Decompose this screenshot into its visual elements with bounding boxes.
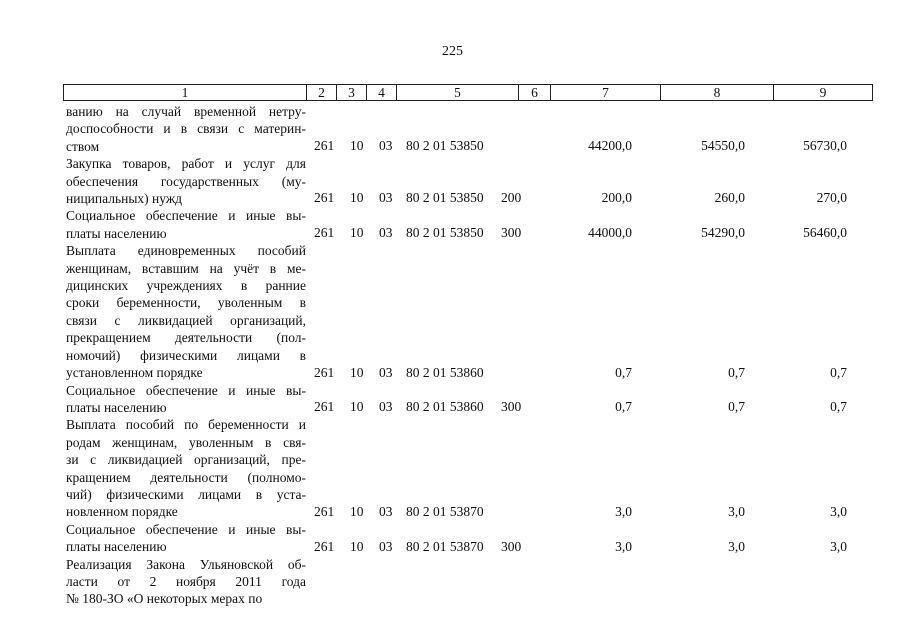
- description-line: Выплата единовременных пособий: [66, 243, 306, 259]
- cell-c5: 80 2 01 53850: [406, 138, 484, 154]
- description-line: родам женщинам, уволенным в свя-: [66, 434, 306, 450]
- cell-c8: 3,0: [728, 538, 745, 554]
- cell-c9: 0,7: [830, 364, 847, 380]
- description-line: новленном порядке: [66, 504, 178, 520]
- description-line: обеспечения государственных (му-: [66, 173, 306, 189]
- cell-c2: 261: [314, 138, 335, 154]
- description-line: платы населению: [66, 539, 167, 555]
- description-line: женщинам, вставшим на учёт в ме-: [66, 260, 306, 276]
- column-header-6: 6: [519, 85, 551, 101]
- description-line: Закупка товаров, работ и услуг для: [66, 156, 306, 172]
- table-row: [0, 416, 905, 520]
- description-line: ванию на случай временной нетру-: [66, 104, 306, 119]
- column-header-1: 1: [64, 85, 307, 101]
- description-line: кращением деятельности (полномо-: [66, 469, 306, 485]
- description-line: платы населению: [66, 225, 167, 241]
- cell-c8: 3,0: [728, 503, 745, 519]
- cell-c7: 3,0: [615, 503, 632, 519]
- cell-c2: 261: [314, 364, 335, 380]
- cell-c4: 03: [379, 399, 393, 415]
- description-line: Реализация Закона Ульяновской об-: [66, 556, 306, 572]
- description-line: номочий) физическими лицами в: [66, 347, 306, 363]
- table-row: [0, 103, 905, 155]
- description-line: прекращением деятельности (пол-: [66, 330, 306, 346]
- column-header-9: 9: [774, 85, 873, 101]
- cell-c5: 80 2 01 53870: [406, 538, 484, 554]
- table-row: [0, 155, 905, 207]
- cell-c8: 0,7: [728, 399, 745, 415]
- budget-rows: [0, 103, 905, 608]
- cell-c5: 80 2 01 53850: [406, 190, 484, 206]
- cell-c6: 200: [501, 190, 522, 206]
- column-header-table: [63, 84, 873, 101]
- cell-c5: 80 2 01 53850: [406, 225, 484, 241]
- description-line: доспособности и в связи с материн-: [66, 121, 306, 137]
- row-description: [66, 242, 306, 381]
- cell-c4: 03: [379, 538, 393, 554]
- cell-c5: 80 2 01 53860: [406, 364, 484, 380]
- cell-c3: 10: [350, 190, 364, 206]
- cell-c4: 03: [379, 225, 393, 241]
- cell-c3: 10: [350, 503, 364, 519]
- column-header-2: 2: [307, 85, 337, 101]
- description-line: Социальное обеспечение и иные вы-: [66, 208, 306, 224]
- cell-c3: 10: [350, 138, 364, 154]
- cell-c2: 261: [314, 225, 335, 241]
- cell-c4: 03: [379, 138, 393, 154]
- column-header-row: [64, 85, 873, 101]
- description-line: ниципальных) нужд: [66, 191, 183, 207]
- table-row: [0, 207, 905, 242]
- column-header-3: 3: [337, 85, 367, 101]
- description-line: платы населению: [66, 399, 167, 415]
- cell-c3: 10: [350, 225, 364, 241]
- cell-c9: 56730,0: [803, 138, 847, 154]
- cell-c2: 261: [314, 190, 335, 206]
- table-row: [0, 521, 905, 556]
- cell-c8: 260,0: [714, 190, 745, 206]
- cell-c9: 270,0: [816, 190, 847, 206]
- column-header-5: 5: [397, 85, 519, 101]
- column-header-4: 4: [367, 85, 397, 101]
- description-line: № 180-ЗО «О некоторых мерах по: [66, 591, 263, 607]
- cell-c7: 3,0: [615, 538, 632, 554]
- cell-c6: 300: [501, 225, 522, 241]
- page-number: 225: [442, 44, 463, 59]
- cell-c9: 56460,0: [803, 225, 847, 241]
- cell-c9: 0,7: [830, 399, 847, 415]
- description-line: чий) физическими лицами в уста-: [66, 486, 306, 502]
- cell-c4: 03: [379, 364, 393, 380]
- cell-c5: 80 2 01 53870: [406, 503, 484, 519]
- cell-c6: 300: [501, 399, 522, 415]
- cell-c7: 44200,0: [588, 138, 632, 154]
- table-row: [0, 556, 905, 608]
- cell-c2: 261: [314, 538, 335, 554]
- cell-c7: 200,0: [601, 190, 632, 206]
- description-line: сроки беременности, уволенным в: [66, 295, 306, 311]
- cell-c7: 0,7: [615, 364, 632, 380]
- cell-c3: 10: [350, 538, 364, 554]
- description-line: ласти от 2 ноября 2011 года: [66, 573, 306, 589]
- table-row: [0, 382, 905, 417]
- description-line: Социальное обеспечение и иные вы-: [66, 382, 306, 398]
- column-header-7: 7: [551, 85, 661, 101]
- description-line: дицинских учреждениях в ранние: [66, 278, 306, 294]
- description-line: связи с ликвидацией организаций,: [66, 312, 306, 328]
- cell-c3: 10: [350, 399, 364, 415]
- column-header-8: 8: [661, 85, 774, 101]
- description-line: зи с ликвидацией организаций, пре-: [66, 452, 306, 468]
- cell-c6: 300: [501, 538, 522, 554]
- cell-c4: 03: [379, 190, 393, 206]
- cell-c7: 0,7: [615, 399, 632, 415]
- cell-c8: 0,7: [728, 364, 745, 380]
- cell-c7: 44000,0: [588, 225, 632, 241]
- cell-c9: 3,0: [830, 503, 847, 519]
- cell-c9: 3,0: [830, 538, 847, 554]
- cell-c4: 03: [379, 503, 393, 519]
- description-line: Выплата пособий по беременности и: [66, 417, 306, 433]
- description-line: ством: [66, 138, 100, 154]
- cell-c2: 261: [314, 399, 335, 415]
- cell-c2: 261: [314, 503, 335, 519]
- cell-c8: 54550,0: [701, 138, 745, 154]
- cell-c5: 80 2 01 53860: [406, 399, 484, 415]
- table-row: [0, 242, 905, 381]
- description-line: установленном порядке: [66, 365, 203, 381]
- description-line: Социальное обеспечение и иные вы-: [66, 521, 306, 537]
- cell-c3: 10: [350, 364, 364, 380]
- cell-c8: 54290,0: [701, 225, 745, 241]
